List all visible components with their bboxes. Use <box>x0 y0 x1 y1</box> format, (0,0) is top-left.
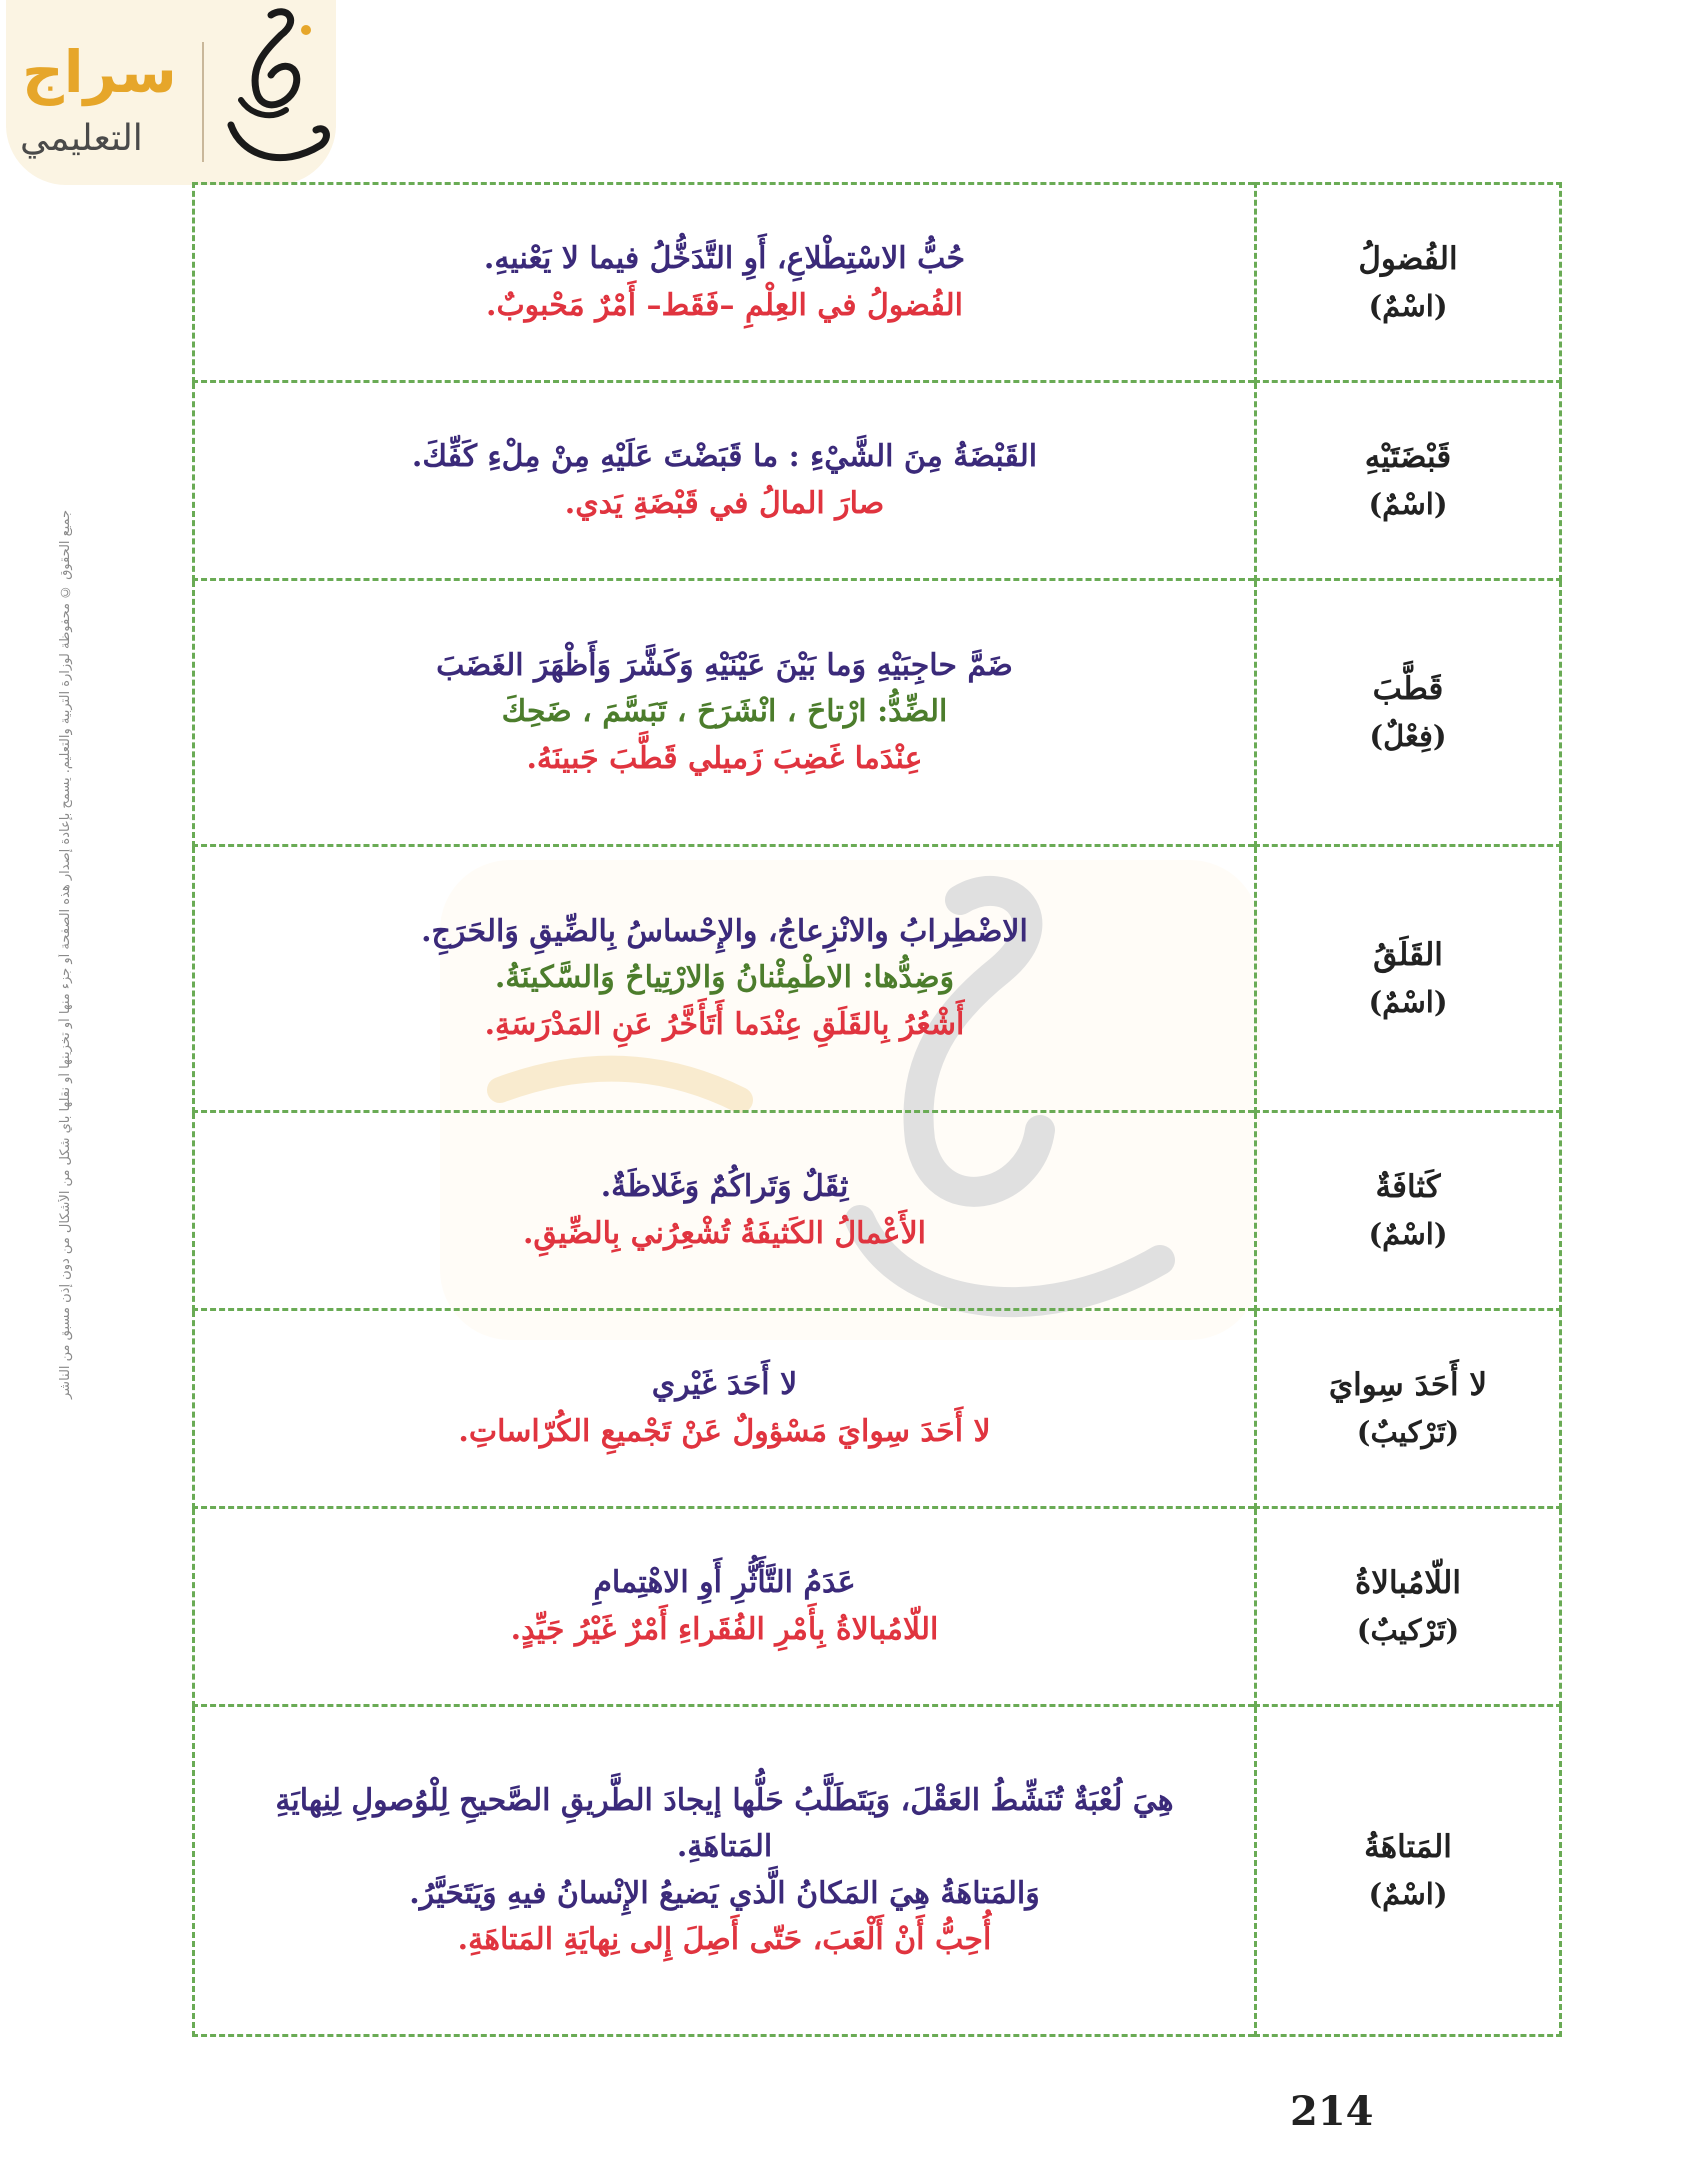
word-type: (تَرْكيبٌ) <box>1356 1612 1460 1647</box>
word-cell <box>1256 1508 1561 1706</box>
antonym-line: وَضِدُّها: الاطْمِئْنانُ وَالارْتِياحُ وَالسَّكينَةُ. <box>494 960 955 996</box>
vocab-word: قَبْضَتَيْهِ <box>1364 439 1452 476</box>
logo-brand-name: سراج <box>22 38 177 106</box>
vocabulary-table <box>192 182 1562 2037</box>
page-number: 214 <box>1290 2088 1374 2135</box>
meaning-line: وَالمَتاهَةُ هِيَ المَكانُ الَّذي يَضيعُ الإِنْسانُ فيهِ وَيَتَحَيَّرُ. <box>409 1875 1040 1911</box>
example-line: لا أَحَدَ سِوايَ مَسْؤولٌ عَنْ تَجْميعِ الكُرّاساتِ. <box>458 1413 991 1449</box>
table-row <box>194 382 1561 580</box>
word-cell <box>1256 1706 1561 2036</box>
word-cell <box>1256 846 1561 1112</box>
vocab-word: الفُضولُ <box>1358 241 1458 278</box>
logo-brand-subtitle: التعليمي <box>20 118 143 159</box>
word-type: (اسْمٌ) <box>1368 984 1448 1019</box>
definition-cell <box>194 846 1256 1112</box>
definition-cell <box>194 382 1256 580</box>
definition-cell <box>194 1310 1256 1508</box>
table-row <box>194 580 1561 846</box>
calligraphy-logo-icon <box>211 5 341 180</box>
table-row <box>194 1508 1561 1706</box>
logo-divider <box>202 42 204 162</box>
antonym-line: الضِّدُّ: ارْتاحَ ، انْشَرَحَ ، تَبَسَّمَ ، ضَحِكَ <box>501 694 948 730</box>
vocab-word: اللّامُبالاةُ <box>1355 1565 1461 1602</box>
definition-cell <box>194 580 1256 846</box>
example-line: الأَعْمالُ الكَثيفَةُ تُشْعِرُني بِالضِّيقِ. <box>522 1215 927 1251</box>
word-type: (اسْمٌ) <box>1368 1876 1448 1911</box>
example-line: الفُضولُ في العِلْمِ –فَقَط– أَمْرٌ مَحْبوبٌ. <box>486 287 963 323</box>
word-type: (اسْمٌ) <box>1368 486 1448 521</box>
example-line: أُحِبُّ أَنْ أَلْعَبَ، حَتّى أَصِلَ إِلى نِهايَةِ المَتاهَةِ. <box>457 1922 992 1957</box>
word-type: (تَرْكيبٌ) <box>1356 1414 1460 1449</box>
word-cell <box>1256 184 1561 382</box>
vocab-word: كَثافَةٌ <box>1375 1169 1441 1206</box>
example-line: عِنْدَما غَضِبَ زَميلي قَطَّبَ جَبينَهُ. <box>526 740 923 776</box>
meaning-line: ثِقَلٌ وَتَراكُمٌ وَغَلاظَةٌ. <box>600 1169 849 1204</box>
vocab-word: قَطَّبَ <box>1372 671 1444 708</box>
example-line: صارَ المالُ في قَبْضَةِ يَدي. <box>564 485 885 521</box>
meaning-line: لا أَحَدَ غَيْري <box>651 1367 798 1402</box>
word-cell <box>1256 1112 1561 1310</box>
meaning-line: ضَمَّ حاجِبَيْهِ وَما بَيْنَ عَيْنَيْهِ وَكَشَّرَ وَأَظْهَرَ الغَضَبَ <box>436 647 1013 683</box>
word-type: (اسْمٌ) <box>1368 288 1448 323</box>
table-row <box>194 1706 1561 2036</box>
meaning-line: هِيَ لُعْبَةٌ تُنَشِّطُ العَقْلَ، وَيَتَطَلَّبُ حَلُّها إيجادَ الطَّريقِ الصَّحيحِ لِلْوُصولِ لِنِهايَةِ المَتاهَةِ. <box>275 1782 1174 1864</box>
definition-cell <box>194 1706 1256 2036</box>
definition-cell <box>194 1112 1256 1310</box>
example-line: أَشْعُرُ بِالقَلَقِ عِنْدَما أَتَأَخَّرُ عَنِ المَدْرَسَةِ. <box>484 1006 965 1042</box>
example-line: اللّامُبالاةُ بِأَمْرِ الفُقَراءِ أَمْرٌ غَيْرُ جَيِّدٍ. <box>510 1611 939 1647</box>
table-row <box>194 846 1561 1112</box>
table-row <box>194 184 1561 382</box>
word-type: (فِعْلٌ) <box>1369 718 1447 753</box>
meaning-line: حُبُّ الاسْتِطْلاعِ، أَوِ التَّدَخُّلُ فيما لا يَعْنيهِ. <box>483 241 966 276</box>
meaning-line: عَدَمُ التَّأَثُّرِ أَوِ الاهْتِمامِ <box>593 1565 856 1600</box>
meaning-line: القَبْضَةُ مِنَ الشَّيْءِ : ما قَبَضْتَ عَلَيْهِ مِنْ مِلْءِ كَفِّكَ. <box>411 439 1038 474</box>
meaning-line: الاضْطِرابُ والانْزِعاجُ، والإِحْساسُ بِالضِّيقِ وَالحَرَجِ. <box>421 913 1028 949</box>
word-type: (اسْمٌ) <box>1368 1216 1448 1251</box>
word-cell <box>1256 382 1561 580</box>
table-row <box>194 1310 1561 1508</box>
definition-cell <box>194 184 1256 382</box>
definition-cell <box>194 1508 1256 1706</box>
siraj-logo <box>6 0 336 185</box>
vocab-word: لا أَحَدَ سِوايَ <box>1328 1367 1488 1404</box>
word-cell <box>1256 1310 1561 1508</box>
table-row <box>194 1112 1561 1310</box>
copyright-note: جميع الحقوق © محفوظة لوزارة التربية والتعليم. يسمح بإعادة إصدار هذه الصفحة أو جزء منها أو تخزينها أو نقلها بأي شكل من الأشكال من دون إذن مسبق من الناشر <box>58 510 73 1400</box>
word-cell <box>1256 580 1561 846</box>
vocab-word: القَلَقُ <box>1373 937 1443 974</box>
vocab-word: المَتاهَةُ <box>1364 1829 1452 1866</box>
